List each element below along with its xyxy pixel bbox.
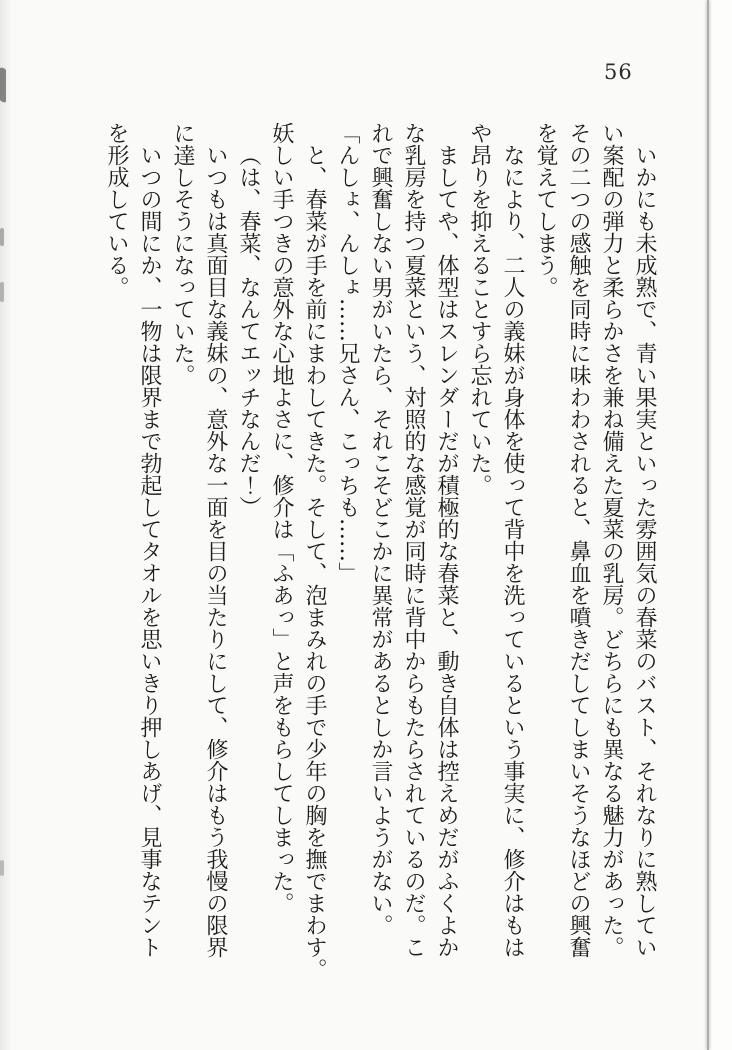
scan-speck <box>0 228 4 246</box>
text-column: ましてや、体型はスレンダーだが積極的な春菜と、動き自体は控えめだがふくよか <box>434 144 459 958</box>
text-column: と、春菜が手を前にまわしてきた。そして、泡まみれの手で少年の胸を撫でまわす。 <box>302 144 327 980</box>
text-column: いつの間にか、一物は限界まで勃起してタオルを思いきり押しあげ、見事なテント <box>137 144 162 958</box>
scan-speck <box>0 282 4 302</box>
text-column: いつもは真面目な義妹の、意外な一面を目の当たりにして、修介はもう我慢の限界 <box>203 144 228 958</box>
page-gutter-shade <box>0 0 12 1050</box>
text-column: れで興奮しない男がいたら、それこそどこかに異常があるとしか言いようがない。 <box>368 122 393 936</box>
text-column: に達しそうになっていた。 <box>170 122 195 386</box>
page-edge-margin <box>709 0 732 1050</box>
text-column: な乳房を持つ夏菜という、対照的な感覚が同時に背中からもたらされているのだ。こ <box>401 122 426 958</box>
text-column: いかにも未成熟で、青い果実といった雰囲気の春菜のバスト、それなりに熟してい <box>632 144 657 958</box>
body-text <box>100 122 661 980</box>
text-column: を覚えてしまう。 <box>533 122 558 298</box>
text-column: なにより、二人の義妹が身体を使って背中を洗っているという事実に、修介はもは <box>500 144 525 958</box>
scan-speck <box>0 67 6 103</box>
text-column: 妖しい手つきの意外な心地よさに、修介は「ふあっ」と声をもらしてしまった。 <box>269 122 294 914</box>
text-column: その二つの感触を同時に味わわされると、鼻血を噴きだしてしまいそうなほどの興奮 <box>566 122 591 958</box>
text-column: 「んしょ、んしょ……兄さん、こっちも……」 <box>335 122 360 584</box>
text-column: を形成している。 <box>104 122 129 298</box>
text-column: い案配の弾力と柔らかさを兼ね備えた夏菜の乳房。どちらにも異なる魅力があった。 <box>599 122 624 958</box>
page-number: 56 <box>604 60 633 84</box>
page-edge-line <box>707 0 709 1050</box>
text-column: や昂りを抑えることすら忘れていた。 <box>467 122 492 496</box>
scan-speck <box>0 860 4 876</box>
text-column: （は、春菜、なんてエッチなんだ！） <box>236 144 261 518</box>
